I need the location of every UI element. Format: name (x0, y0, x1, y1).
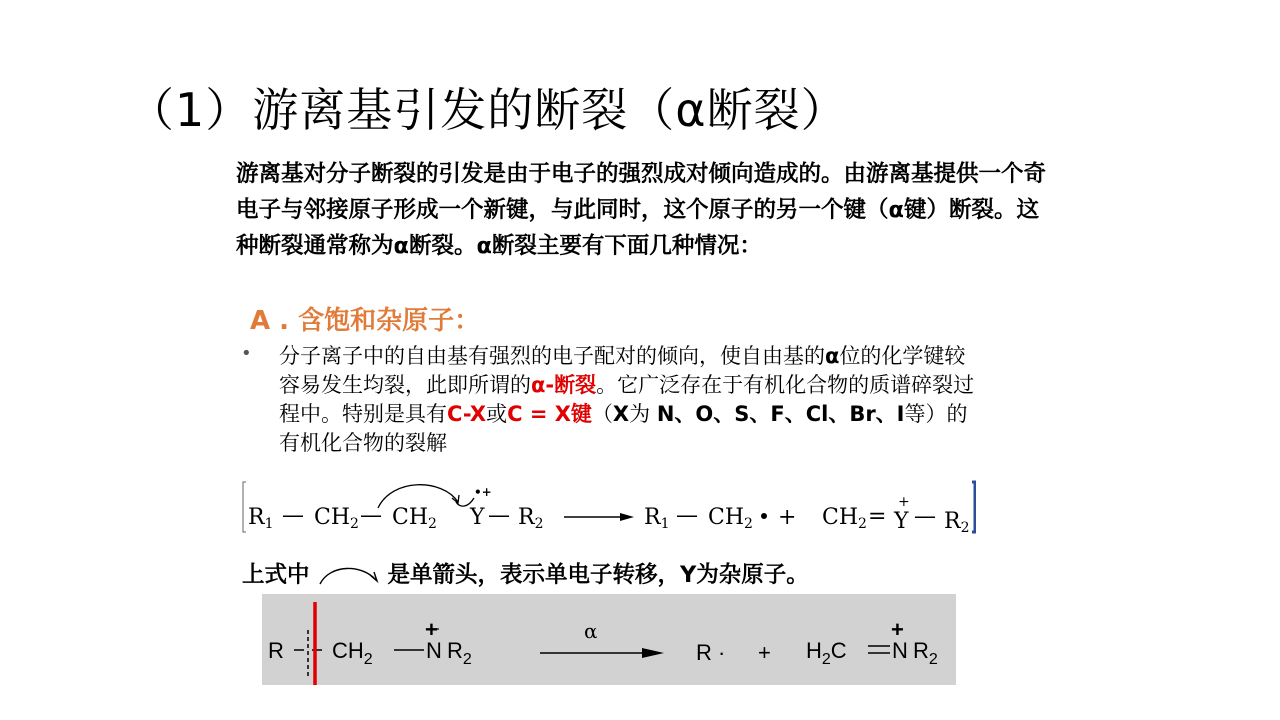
svg-text:+: + (891, 617, 904, 642)
svg-text:+: + (898, 494, 910, 510)
single-arrow-icon (316, 562, 382, 588)
svg-text:Y: Y (894, 509, 909, 534)
svg-text:R2: R2 (944, 509, 970, 536)
svg-text:—: — (488, 503, 510, 528)
svg-text:+: + (778, 505, 797, 530)
svg-text:CH2: CH2 (822, 505, 867, 532)
svg-text:α: α (584, 619, 598, 643)
svg-text:Y: Y (470, 505, 485, 530)
svg-text:R2: $R_2$ (447, 638, 472, 668)
amine-alpha-cleavage-scheme (262, 594, 956, 685)
bullet-paragraph: 分子离子中的自由基有强烈的电子配对的倾向，使自由基的α位的化学键较容易发生均裂，此即所谓的α-断裂。它广泛存在于有机化合物的质谱碎裂过程中。特别是具有C-X或C = X键（X为 N、O、S、F、Cl、Br、I等）的有机化合物的裂解 (279, 344, 975, 455)
intro-paragraph: 游离基对分子断裂的引发是由于电子的强烈成对倾向造成的。由游离基提供一个奇电子与邻接原子形成一个新键，与此同时，这个原子的另一个键（α键）断裂。这种断裂通常称为α断裂。α断裂主要有下面几种情况： (236, 161, 1047, 259)
svg-text:R2: R2 (518, 505, 544, 532)
svg-text:R1: R1 (644, 505, 670, 532)
svg-text:—: — (676, 503, 698, 528)
svg-text:+: + (758, 640, 771, 665)
bullet-marker: • (241, 343, 252, 364)
svg-text:R2: $R_2$ (913, 638, 938, 668)
svg-text:R1: R1 (248, 505, 274, 532)
svg-text:N: N (426, 638, 442, 663)
svg-text:—: — (360, 503, 382, 528)
svg-text:—: — (282, 503, 304, 528)
slide-title: （1）游离基引发的断裂（α断裂） (128, 83, 848, 137)
svg-text:CH2: $CH_2$ (332, 638, 373, 668)
svg-text:•+: •+ (474, 485, 492, 499)
svg-text:CH2: CH2 (708, 505, 753, 532)
svg-text:=: = (868, 504, 887, 529)
svg-text:H2C: $H_2C$ (806, 638, 847, 668)
svg-text:R ·: R · (696, 640, 726, 665)
arrow-note: 上式中 是单箭头，表示单电子转移，Y为杂原子。 (242, 562, 809, 588)
svg-text:CH2: CH2 (392, 505, 437, 532)
svg-text:+: + (425, 617, 438, 642)
section-a-heading: A . 含饱和杂原子： (250, 306, 481, 336)
alpha-cleavage-scheme (242, 476, 976, 538)
svg-text:CH2: CH2 (314, 505, 359, 532)
svg-text:—: — (914, 504, 936, 529)
svg-text:R: R (268, 638, 284, 663)
svg-text:N: N (892, 638, 908, 663)
